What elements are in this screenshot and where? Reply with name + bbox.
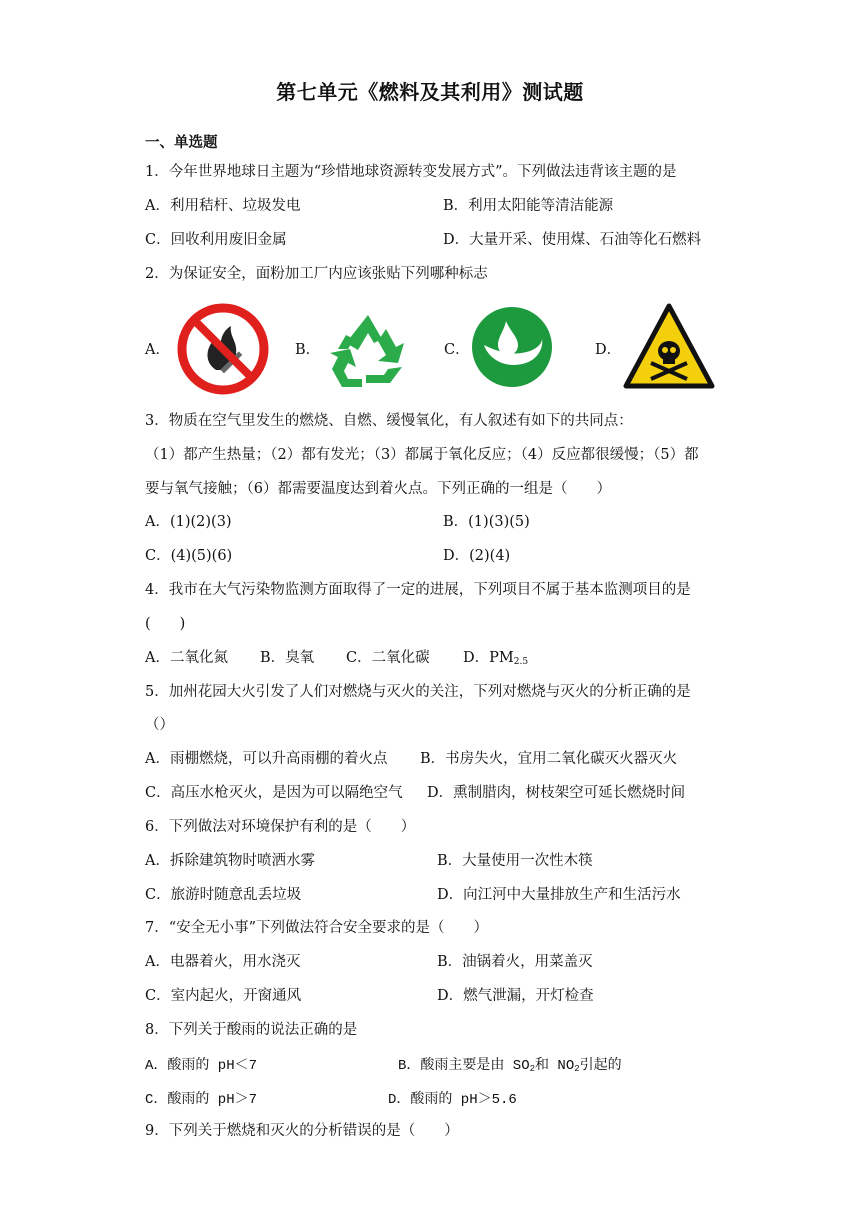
section-heading: 一、单选题	[145, 135, 218, 151]
question-4-stem-line2: ( )	[145, 616, 186, 632]
question-1-option-d[interactable]: D．大量开采、使用煤、石油等化石燃料	[443, 232, 702, 248]
question-3-option-b[interactable]: B．(1)(3)(5)	[443, 514, 530, 530]
question-3-stem-line3: 要与氧气接触；（6）都需要温度达到着火点。下列正确的一组是（ ）	[145, 481, 611, 497]
question-8-option-b-text-mid: 和 NO	[535, 1058, 575, 1074]
question-3-stem: 3．物质在空气里发生的燃烧、自燃、缓慢氧化，有人叙述有如下的共同点：	[145, 413, 633, 429]
question-4-option-d-subscript: 2.5	[513, 657, 529, 667]
question-3-option-a[interactable]: A．(1)(2)(3)	[145, 514, 232, 530]
question-5-option-a[interactable]: A．雨棚燃烧，可以升高雨棚的着火点	[145, 751, 388, 767]
question-9-stem: 9．下列关于燃烧和灭火的分析错误的是（ ）	[145, 1123, 459, 1139]
question-8-option-d[interactable]: D．酸雨的 pH＞5.6	[388, 1092, 517, 1108]
question-8-option-b-subscript-2: 2	[574, 1064, 580, 1074]
question-1-stem: 1．今年世界地球日主题为“珍惜地球资源转变发展方式”。下列做法违背该主题的是	[145, 164, 677, 180]
question-4-option-b[interactable]: B．臭氧	[260, 650, 315, 666]
question-8-option-b-subscript-1: 2	[529, 1064, 536, 1074]
question-4-option-c[interactable]: C．二氧化碳	[346, 650, 430, 666]
question-6-stem: 6．下列做法对环境保护有利的是（ ）	[145, 819, 416, 835]
question-4-option-d[interactable]	[463, 648, 528, 672]
question-1-option-b[interactable]: B．利用太阳能等清洁能源	[443, 198, 614, 214]
question-4-stem: 4．我市在大气污染物监测方面取得了一定的进展，下列项目不属于基本监测项目的是	[145, 582, 691, 598]
question-7-option-a[interactable]: A．电器着火，用水浇灭	[145, 954, 301, 970]
question-8-option-b[interactable]	[398, 1054, 622, 1074]
question-2-option-a[interactable]: A．	[145, 342, 170, 358]
question-6-option-d[interactable]: D．向江河中大量排放生产和生活污水	[437, 887, 681, 903]
question-2-option-c[interactable]: C．	[444, 342, 470, 358]
question-1-option-c[interactable]: C．回收利用废旧金属	[145, 232, 287, 248]
toxic-hazard-icon[interactable]	[623, 303, 715, 389]
no-fire-icon[interactable]	[176, 302, 270, 396]
question-5-option-d[interactable]: D．熏制腊肉，树枝架空可延长燃烧时间	[427, 785, 686, 801]
question-8-option-b-text: B．酸雨主要是由 SO	[398, 1058, 530, 1074]
question-8-option-c[interactable]: C．酸雨的 pH＞7	[145, 1092, 258, 1108]
question-1-option-a[interactable]: A．利用秸杆、垃圾发电	[145, 198, 301, 214]
recycle-icon[interactable]	[328, 309, 408, 389]
question-5-option-c[interactable]: C．高压水枪灭火，是因为可以隔绝空气	[145, 785, 403, 801]
question-5-option-b[interactable]: B．书房失火，宜用二氧化碳灭火器灭火	[420, 751, 678, 767]
question-7-option-c[interactable]: C．室内起火，开窗通风	[145, 988, 302, 1004]
question-4-option-a[interactable]: A．二氧化氮	[145, 650, 228, 666]
page-title: 第七单元《燃料及其利用》测试题	[276, 80, 584, 104]
question-6-option-c[interactable]: C．旅游时随意乱丢垃圾	[145, 887, 302, 903]
question-4-option-d-text: D．PM	[463, 650, 514, 666]
question-3-option-d[interactable]: D．(2)(4)	[443, 548, 511, 564]
question-8-option-b-text-end: 引起的	[579, 1058, 622, 1074]
question-6-option-a[interactable]: A．拆除建筑物时喷洒水雾	[145, 853, 315, 869]
question-5-stem: 5．加州花园大火引发了人们对燃烧与灭火的关注，下列对燃烧与灭火的分析正确的是	[145, 684, 691, 700]
question-5-stem-line2: （）	[145, 717, 174, 733]
question-3-stem-line2: （1）都产生热量；（2）都有发光；（3）都属于氧化反应；（4）反应都很缓慢；（5）都	[145, 447, 699, 463]
question-8-stem: 8．下列关于酸雨的说法正确的是	[145, 1022, 358, 1038]
question-2-option-d[interactable]: D．	[595, 342, 622, 358]
question-3-option-c[interactable]: C．(4)(5)(6)	[145, 548, 233, 564]
question-7-option-b[interactable]: B．油锅着火，用菜盖灭	[437, 954, 593, 970]
question-2-option-b[interactable]: B．	[295, 342, 321, 358]
question-7-option-d[interactable]: D．燃气泄漏，开灯检查	[437, 988, 594, 1004]
question-2-stem: 2．为保证安全，面粉加工厂内应该张贴下列哪种标志	[145, 266, 488, 282]
water-saving-icon[interactable]	[470, 305, 554, 389]
question-6-option-b[interactable]: B．大量使用一次性木筷	[437, 853, 593, 869]
question-7-stem: 7．“安全无小事”下列做法符合安全要求的是（ ）	[145, 920, 489, 936]
question-8-option-a[interactable]: A．酸雨的 pH＜7	[145, 1058, 258, 1074]
